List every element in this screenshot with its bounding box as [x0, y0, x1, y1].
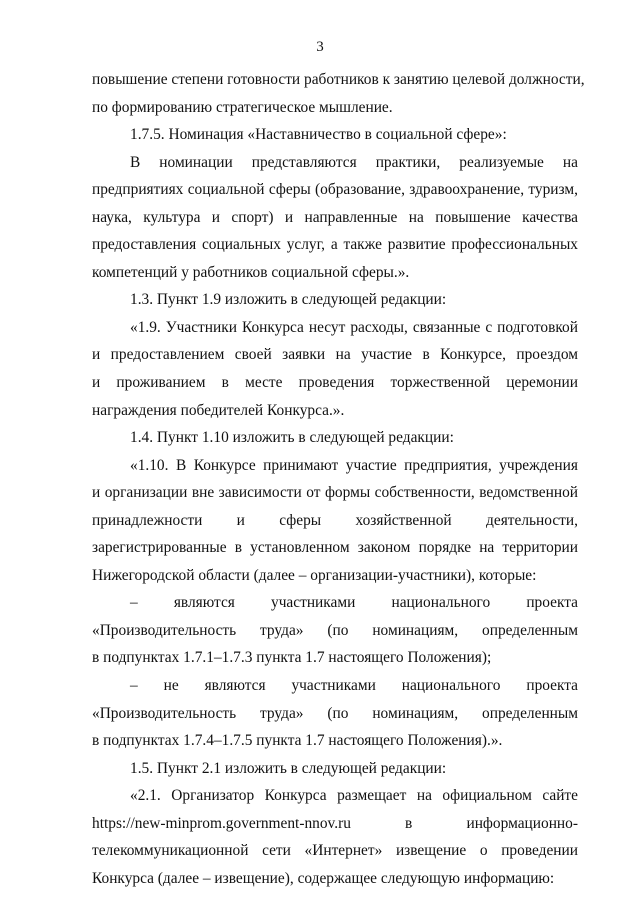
- text-line: в подпунктах 1.7.4–1.7.5 пункта 1.7 настоящего Положения).».: [92, 732, 503, 750]
- text-line: зарегистрированные в установленном законом порядке на территории: [92, 539, 578, 557]
- text-line: В номинации представляются практики, реализуемые на: [130, 153, 578, 171]
- text-line: и организации вне зависимости от формы собственности, ведомственной: [92, 484, 578, 502]
- text-line: телекоммуникационной сети «Интернет» извещение о проведении: [92, 842, 578, 860]
- text-line: принадлежности и сферы хозяйственной деятельности,: [92, 511, 578, 529]
- page-number: 3: [316, 39, 324, 55]
- text-line: по формированию стратегическое мышление.: [92, 98, 393, 116]
- text-line: Нижегородской области (далее – организации-участники), которые:: [92, 566, 537, 584]
- amendment-clause: 1.4. Пункт 1.10 изложить в следующей редакции:: [130, 429, 454, 447]
- text-line: наука, культура и спорт) и направленные на повышение качества: [92, 208, 578, 226]
- text-line: предоставления социальных услуг, а также развитие профессиональных: [92, 236, 578, 254]
- amendment-clause: 1.3. Пункт 1.9 изложить в следующей редакции:: [130, 291, 447, 309]
- text-line: «Производительность труда» (по номинациям, определенным: [92, 621, 578, 639]
- list-item: – не являются участниками национального проекта: [130, 677, 578, 695]
- amendment-clause: 1.5. Пункт 2.1 изложить в следующей редакции:: [130, 759, 447, 777]
- text-line: «1.10. В Конкурсе принимают участие предприятия, учреждения: [130, 456, 578, 474]
- list-item: – являются участниками национального проекта: [130, 594, 578, 612]
- text-line: «2.1. Организатор Конкурса размещает на официальном сайте: [130, 787, 578, 805]
- text-line: награждения победителей Конкурса.».: [92, 401, 345, 419]
- text-line: «1.9. Участники Конкурса несут расходы, связанные с подготовкой: [130, 318, 578, 336]
- nomination-heading: 1.7.5. Номинация «Наставничество в социальной сфере»:: [130, 126, 507, 144]
- text-line: Конкурса (далее – извещение), содержащее следующую информацию:: [92, 869, 555, 887]
- document-body: [92, 66, 585, 892]
- text-line: «Производительность труда» (по номинациям, определенным: [92, 704, 578, 722]
- text-line: и проживанием в месте проведения торжественной церемонии: [92, 374, 578, 392]
- text-line: и предоставлением своей заявки на участие в Конкурсе, проездом: [92, 346, 578, 364]
- text-line: в подпунктах 1.7.1–1.7.3 пункта 1.7 настоящего Положения);: [92, 649, 492, 667]
- text-line: повышение степени готовности работников к занятию целевой должности,: [92, 71, 585, 88]
- text-line: компетенций у работников социальной сферы.».: [92, 263, 410, 281]
- text-line: https://new-minprom.government-nnov.ru в информационно-: [92, 814, 578, 832]
- text-line: предприятиях социальной сферы (образование, здравоохранение, туризм,: [92, 181, 578, 199]
